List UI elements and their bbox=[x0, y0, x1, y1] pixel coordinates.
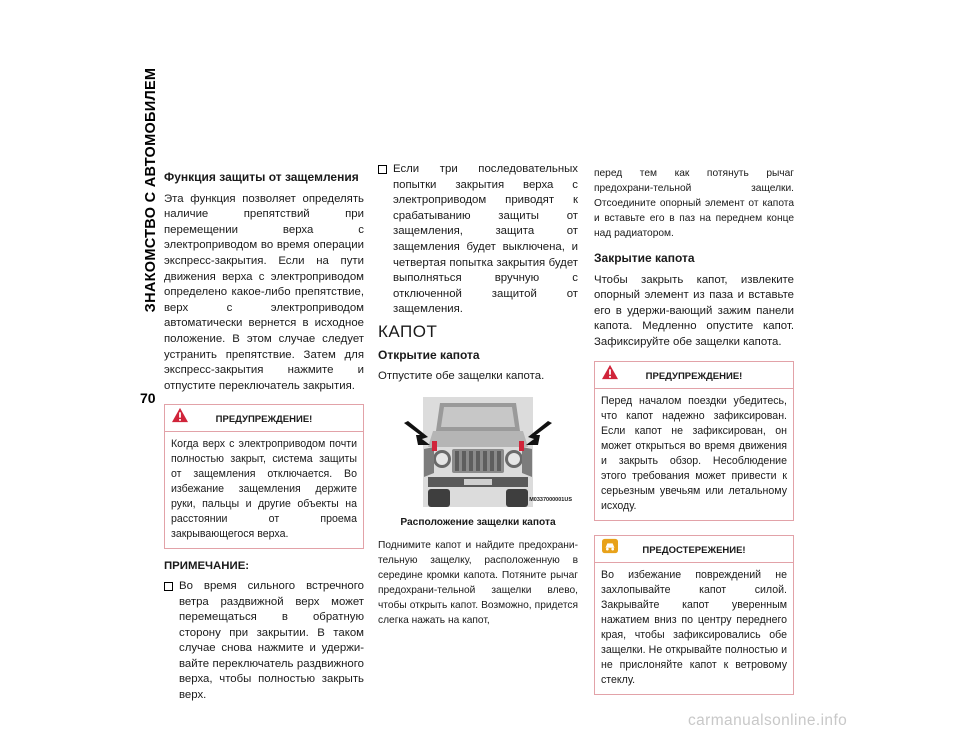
heading-pinch-protection: Функция защиты от защемления bbox=[164, 170, 359, 184]
side-section-title: ЗНАКОМСТВО С АВТОМОБИЛЕМ bbox=[143, 67, 159, 313]
caution-title: ПРЕДОСТЕРЕЖЕНИЕ! bbox=[642, 544, 746, 556]
bullet-three-attempts bbox=[378, 162, 578, 318]
caution-box bbox=[594, 535, 794, 695]
warning-header bbox=[165, 405, 363, 432]
paragraph-safety-catch: Поднимите капот и найдите предохрани-тельную защелку, расположенную в середине кромки капота. Потяните рычаг предохрани-тельной защелки влево, чтобы открыть капот. Возможно, придется слегка нажать на капот, bbox=[378, 540, 578, 627]
section-title-hood: КАПОТ bbox=[378, 321, 438, 341]
paragraph-closing-hood: Чтобы закрыть капот, извлеките опорный элемент из паза и вставьте его в удержи-вающий зажим панели капота. Медленно опустите капот. Зафиксируйте обе защелки капота. bbox=[594, 273, 794, 348]
watermark: carmanualsonline.info bbox=[688, 712, 848, 729]
hood-latch-figure bbox=[378, 393, 578, 511]
note-bullet bbox=[164, 579, 364, 704]
caution-header bbox=[595, 536, 793, 563]
note-title: ПРИМЕЧАНИЕ: bbox=[164, 560, 250, 573]
bullet-box-icon bbox=[378, 165, 387, 174]
bullet-three-attempts-text: Если три последовательных попытки закрытия верха с электроприводом приводят к срабатыванию защиты от защемления, защита от защемления будет выключена, и четвертая попытка закрытия будет выполняться вручную с отключенной защитой от защемления. bbox=[393, 163, 578, 316]
heading-closing-hood: Закрытие капота bbox=[594, 251, 695, 265]
warning-box-hood bbox=[594, 361, 794, 521]
note-bullet-text: Во время сильного встречного ветра раздвижной верх может перемещаться в обратную сторону при закрытии. В таком случае снова нажмите и удержи-вайте переключатель раздвижного верха, чтобы полностью закрыть верх. bbox=[179, 579, 364, 702]
bullet-box-icon bbox=[164, 582, 173, 591]
column-2 bbox=[378, 162, 578, 628]
paragraph-support-rod: перед тем как потянуть рычаг предохрани-тельной защелки. Отсоедините опорный элемент от капота и вставьте его в паз на переднем конце над радиатором. bbox=[594, 168, 794, 239]
warning-text: Когда верх с электроприводом почти полностью закрыт, система защиты от защемления отключается. Во избежание защемления держите руки, пальцы и другие объекты на расстоянии от проема закрывающегося верха. bbox=[171, 438, 357, 541]
figure-caption: Расположение защелки капота bbox=[400, 516, 556, 528]
warning-header-hood bbox=[595, 362, 793, 389]
warning-box bbox=[164, 404, 364, 549]
warning-text-hood: Перед началом поездки убедитесь, что капот надежно зафиксирован. Если капот не зафиксирован, он может открыться во время движения и закрыть обзор. Несоблюдение этого требования может привести к серьезным увечьям или летальному исходу. bbox=[601, 394, 787, 512]
page-number: 70 bbox=[140, 390, 156, 406]
figure-code: M0337000001US bbox=[529, 497, 572, 504]
caution-text: Во избежание повреждений не захлопывайте капот силой. Закрывайте капот уверенным нажатием вниз по центру переднего края, чтобы зафиксировались обе защелки. Не открывайте полностью и не прислоняйте капот к ветровому стеклу. bbox=[601, 568, 787, 686]
column-3 bbox=[594, 166, 794, 703]
warning-title-hood: ПРЕДУПРЕЖДЕНИЕ! bbox=[645, 370, 743, 382]
warning-title: ПРЕДУПРЕЖДЕНИЕ! bbox=[215, 414, 313, 426]
paragraph-release-latches: Отпустите обе защелки капота. bbox=[378, 370, 545, 383]
column-1 bbox=[164, 170, 364, 704]
paragraph-pinch-protection: Эта функция позволяет определять наличие препятствий при перемещении верха с электроприводом во время операции экспресс-закрытия. Если на пути движения верха с электроприводом определено какое-либо препятствие, верх с электроприводом автоматически вернется в исходное положение. В этом случае следует устранить препятствие. Затем для экспресс-закрытия нажмите и отпустите переключатель закрытия. bbox=[164, 192, 364, 392]
heading-opening-hood: Открытие капота bbox=[378, 347, 480, 362]
